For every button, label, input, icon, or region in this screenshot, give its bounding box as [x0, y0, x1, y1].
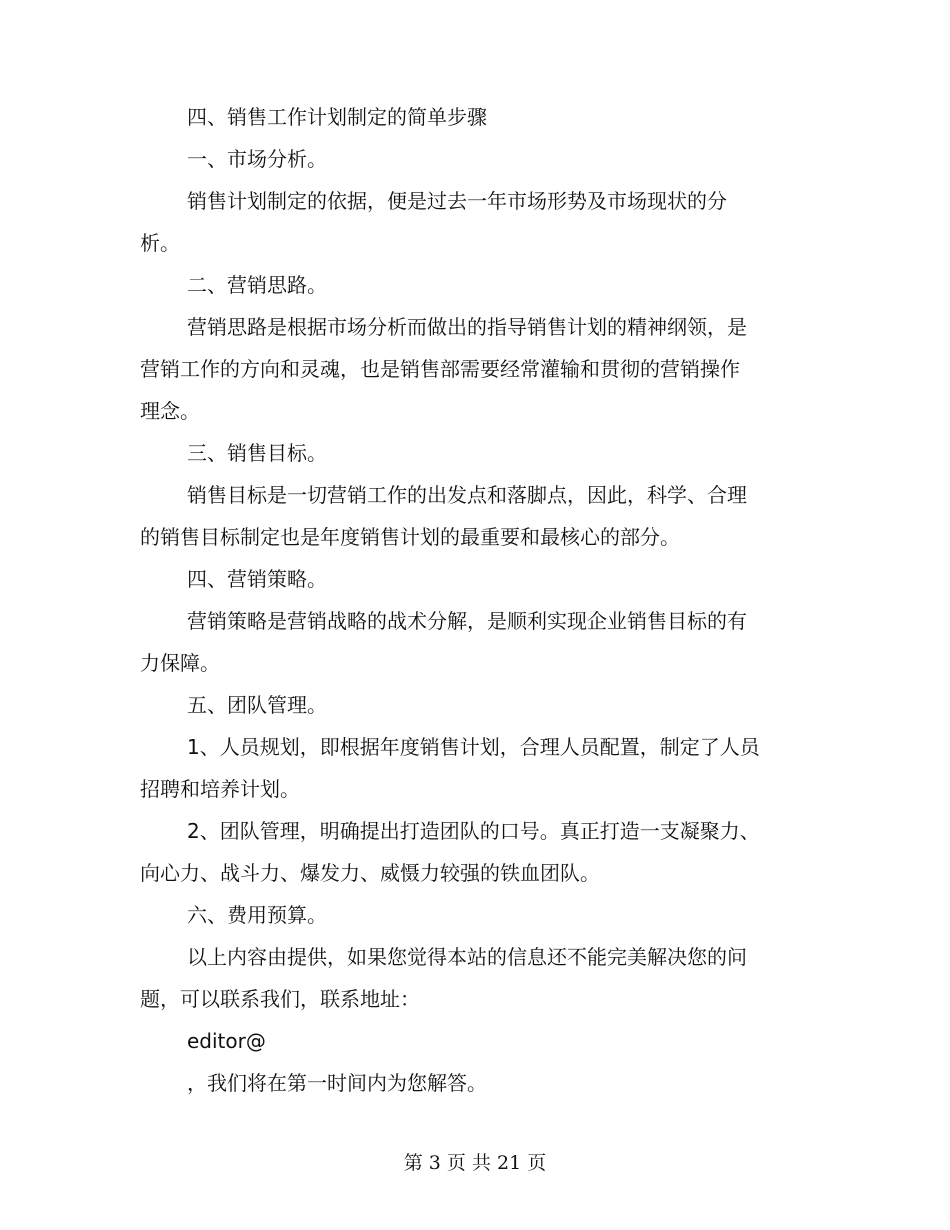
- footer-suffix: 页: [527, 1152, 547, 1174]
- footer-total-pages: 21: [497, 1152, 522, 1174]
- body-paragraph: ，我们将在第一时间内为您解答。: [187, 1071, 487, 1095]
- footer-mid: 页 共: [446, 1152, 491, 1174]
- body-paragraph: 2、团队管理，明确提出打造团队的口号。真正打造一支凝聚力、 向心力、战斗力、爆发力、威慑力较强的铁血团队。: [140, 819, 760, 885]
- section-heading: 三、销售目标。: [187, 441, 327, 465]
- body-paragraph: 以上内容由提供，如果您觉得本站的信息还不能完美解决您的问 题，可以联系我们，联系地址：: [140, 945, 747, 1011]
- body-paragraph: 1、人员规划，即根据年度销售计划，合理人员配置，制定了人员 招聘和培养计划。: [140, 735, 760, 801]
- body-paragraph: 销售计划制定的依据，便是过去一年市场形势及市场现状的分 析。: [140, 189, 727, 255]
- section-heading: 四、营销策略。: [187, 567, 327, 591]
- section-heading: 一、市场分析。: [187, 147, 327, 171]
- contact-email: editor@: [187, 1029, 266, 1053]
- footer-current-page: 3: [428, 1152, 441, 1174]
- body-paragraph: 营销策略是营销战略的战术分解，是顺利实现企业销售目标的有 力保障。: [140, 609, 747, 675]
- section-heading: 五、团队管理。: [187, 693, 327, 717]
- body-paragraph: 销售目标是一切营销工作的出发点和落脚点，因此，科学、合理 的销售目标制定也是年度销售计划的最重要和最核心的部分。: [140, 483, 747, 549]
- footer-prefix: 第: [403, 1152, 423, 1174]
- section-heading: 六、费用预算。: [187, 903, 327, 927]
- section-heading: 四、销售工作计划制定的简单步骤: [187, 105, 487, 129]
- section-heading: 二、营销思路。: [187, 273, 327, 297]
- body-paragraph: 营销思路是根据市场分析而做出的指导销售计划的精神纲领，是 营销工作的方向和灵魂，也是销售部需要经常灌输和贯彻的营销操作 理念。: [140, 315, 747, 423]
- document-body: [140, 107, 770, 1115]
- page-footer: [0, 1152, 950, 1174]
